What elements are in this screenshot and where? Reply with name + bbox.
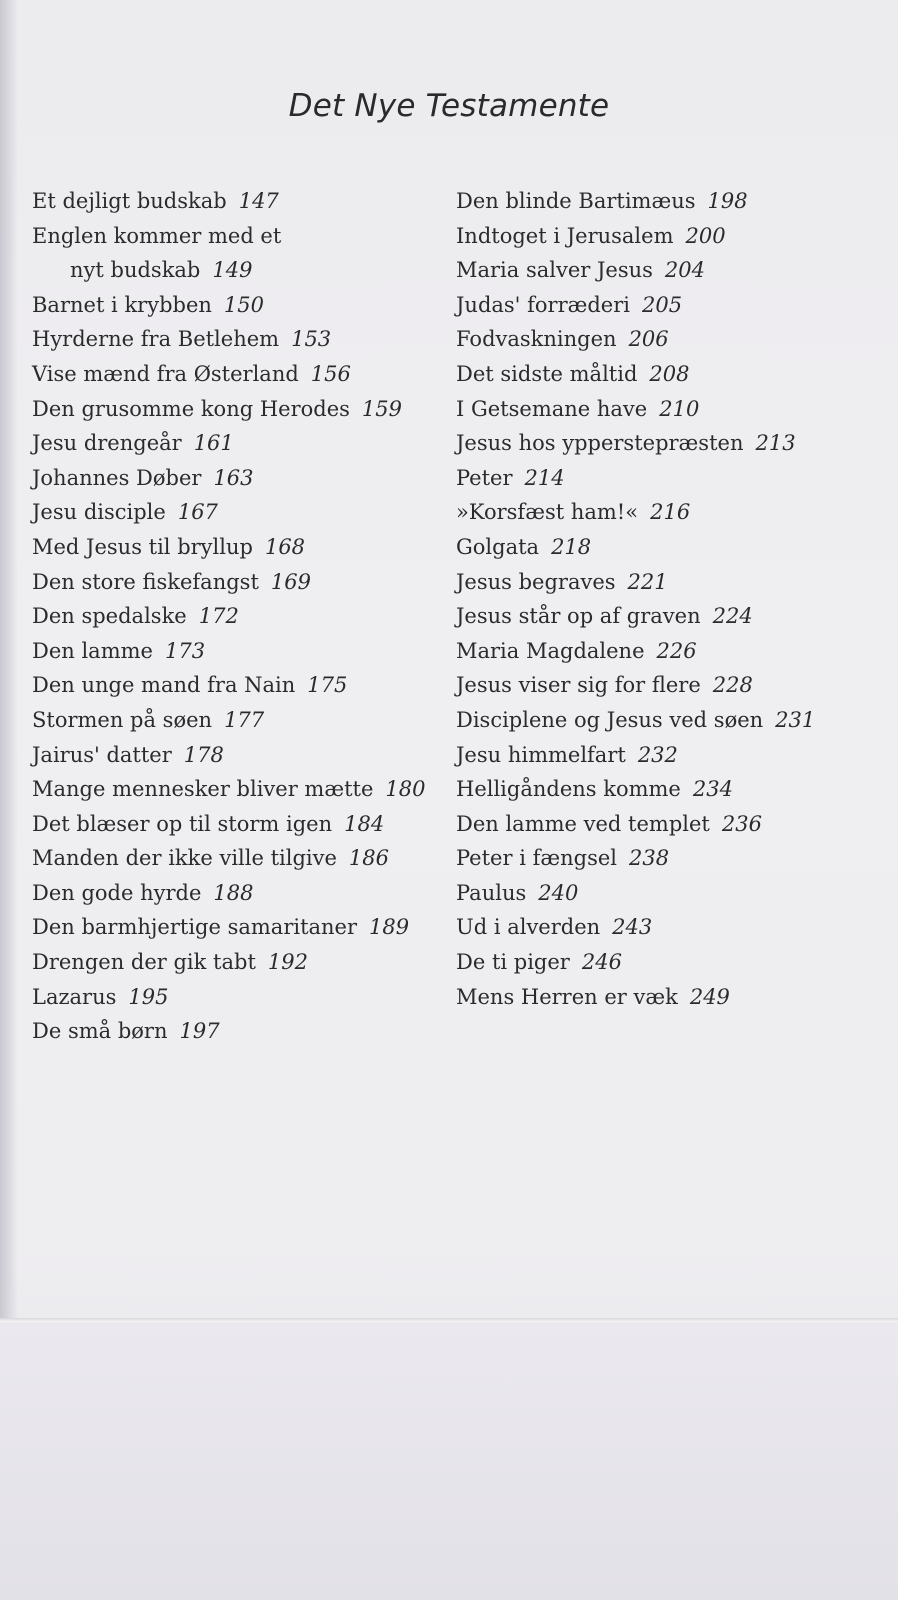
toc-entry <box>456 565 815 600</box>
toc-entry <box>32 461 426 496</box>
toc-entry <box>456 219 815 254</box>
toc-entry-page-number: 153 <box>291 327 332 352</box>
toc-entry-page-number: 232 <box>637 742 678 767</box>
toc-entry-page-number: 214 <box>524 465 565 490</box>
toc-entry <box>32 841 426 876</box>
toc-entry-page-number: 204 <box>664 258 706 283</box>
toc-entry-title: Den lamme ved templet <box>456 811 710 836</box>
book-spine-shadow <box>0 0 18 1330</box>
toc-entry-title: I Getsemane have <box>456 396 648 421</box>
toc-entry-page-number: 180 <box>385 777 426 802</box>
toc-entry-page-number: 216 <box>650 500 691 525</box>
toc-entry-page-number: 238 <box>629 846 670 871</box>
toc-entry <box>456 253 815 288</box>
toc-entry-page-number: 243 <box>612 915 653 940</box>
toc-entry-title: Judas' forræderi <box>456 292 630 317</box>
section-title: Det Nye Testamente <box>288 88 610 124</box>
toc-entry-page-number: 149 <box>212 258 253 283</box>
toc-entry-title: Ud i alverden <box>456 915 601 940</box>
toc-entry-page-number: 208 <box>649 361 690 386</box>
toc-entry-title: Paulus <box>456 880 527 905</box>
toc-entry-title: Den store fiskefangst <box>32 569 259 594</box>
toc-entry <box>456 910 815 945</box>
toc-entry-title: Den unge mand fra Nain <box>32 673 296 698</box>
toc-entry <box>456 772 815 807</box>
toc-entry-title: Vise mænd fra Østerland <box>32 361 299 386</box>
toc-entry-page-number: 161 <box>193 431 234 456</box>
toc-entry-title: Jesu himmelfart <box>456 742 626 767</box>
toc-entry-title: Mens Herren er væk <box>456 984 678 1009</box>
toc-entry <box>32 980 426 1015</box>
toc-entry-title: Peter <box>456 465 513 490</box>
toc-entry-title: Et dejligt budskab <box>32 189 227 213</box>
toc-left-column <box>32 184 426 1049</box>
toc-entry-title: Det sidste måltid <box>456 361 638 386</box>
toc-entry-title: Disciplene og Jesus ved søen <box>456 707 764 732</box>
toc-entry <box>456 980 815 1015</box>
toc-entry-page-number: 177 <box>224 707 265 732</box>
toc-entry-page-number: 186 <box>348 846 390 871</box>
toc-entry-page-number: 213 <box>755 431 796 456</box>
toc-entry-page-number: 197 <box>179 1019 220 1044</box>
toc-entry-page-number: 173 <box>164 638 206 663</box>
toc-entry-title: De ti piger <box>456 950 570 975</box>
toc-entry <box>456 357 815 392</box>
toc-entry-page-number: 169 <box>270 569 311 594</box>
toc-entry <box>456 495 815 530</box>
toc-entry-page-number: 205 <box>642 292 683 317</box>
toc-entry-title: Den gode hyrde <box>32 880 202 905</box>
toc-entry-page-number: 188 <box>213 880 254 905</box>
toc-entry <box>456 668 815 703</box>
toc-entry-title: Jesus står op af graven <box>456 604 701 629</box>
toc-entry-title: Jesus begraves <box>456 569 616 594</box>
toc-entry <box>32 530 426 565</box>
toc-entry-title: Stormen på søen <box>32 707 213 732</box>
toc-entry-page-number: 221 <box>627 569 668 594</box>
toc-entry <box>456 634 815 669</box>
toc-entry-title: Drengen der gik tabt <box>32 950 256 975</box>
toc-entry <box>32 807 426 842</box>
toc-entry-title: Den barmhjertige samaritaner <box>32 915 358 940</box>
toc-entry-continuation <box>32 253 426 288</box>
toc-entry-title: Barnet i krybben <box>32 292 212 317</box>
toc-entry-page-number: 226 <box>656 638 697 663</box>
toc-entry-title: Johannes Døber <box>32 465 202 490</box>
toc-entry-page-number: 198 <box>707 189 748 213</box>
toc-entry <box>32 910 426 945</box>
toc-entry-title: Den lamme <box>32 638 153 663</box>
toc-entry-title: Manden der ikke ville tilgive <box>32 846 337 871</box>
toc-entry-page-number: 147 <box>238 189 279 213</box>
toc-entry-page-number: 246 <box>581 950 622 975</box>
toc-entry <box>456 184 815 219</box>
toc-entry-title: Den blinde Bartimæus <box>456 189 696 213</box>
toc-entry <box>32 495 426 530</box>
toc-entry-title: Jesus hos ypperstepræsten <box>456 431 744 456</box>
toc-entry <box>32 772 426 807</box>
toc-entry <box>456 807 815 842</box>
toc-entry <box>32 322 426 357</box>
toc-entry-title: Med Jesus til bryllup <box>32 534 253 559</box>
toc-entry-title: Maria Magdalene <box>456 638 645 663</box>
toc-entry <box>456 288 815 323</box>
toc-entry <box>456 599 815 634</box>
toc-entry-page-number: 172 <box>198 604 239 629</box>
toc-entry-page-number: 228 <box>712 673 753 698</box>
toc-entry-title: Fodvaskningen <box>456 327 617 352</box>
toc-entry-page-number: 240 <box>538 880 579 905</box>
toc-entry-title: Lazarus <box>32 984 117 1009</box>
toc-entry-page-number: 195 <box>128 984 169 1009</box>
toc-entry-title: Helligåndens komme <box>456 777 681 802</box>
toc-entry-title: Jesu drengeår <box>32 431 182 456</box>
toc-entry <box>32 1014 426 1049</box>
toc-entry-page-number: 200 <box>685 223 726 248</box>
toc-entry-title: Det blæser op til storm igen <box>32 811 333 836</box>
toc-entry-page-number: 159 <box>361 396 402 421</box>
toc-entry <box>32 634 426 669</box>
toc-entry-page-number: 218 <box>551 534 592 559</box>
toc-entry-page-number: 234 <box>692 777 733 802</box>
toc-entry-page-number: 236 <box>721 811 762 836</box>
toc-entry-page-number: 231 <box>775 707 816 732</box>
toc-entry <box>32 703 426 738</box>
toc-entry-continuation-text: nyt budskab <box>70 258 201 283</box>
toc-entry <box>32 288 426 323</box>
toc-entry <box>456 945 815 980</box>
toc-entry <box>32 565 426 600</box>
toc-entry-page-number: 206 <box>628 327 669 352</box>
toc-entry-title: Indtoget i Jerusalem <box>456 223 674 248</box>
toc-entry-title: Jesu disciple <box>32 500 166 525</box>
toc-entry-title: De små børn <box>32 1019 168 1044</box>
toc-right-column <box>456 184 815 1014</box>
toc-entry-page-number: 224 <box>712 604 753 629</box>
toc-entry-title: Englen kommer med et <box>32 223 282 248</box>
toc-entry <box>456 530 815 565</box>
underlying-page <box>0 1324 898 1600</box>
toc-entry <box>456 322 815 357</box>
toc-entry-page-number: 189 <box>369 915 410 940</box>
toc-entry-title: »Korsfæst ham!« <box>456 500 639 525</box>
toc-entry <box>32 392 426 427</box>
toc-entry <box>32 876 426 911</box>
toc-entry <box>456 738 815 773</box>
toc-entry-page-number: 192 <box>267 950 308 975</box>
toc-entry-page-number: 156 <box>310 361 351 386</box>
toc-entry-page-number: 178 <box>183 742 224 767</box>
toc-entry <box>456 841 815 876</box>
toc-entry <box>456 392 815 427</box>
toc-entry-page-number: 184 <box>344 811 385 836</box>
toc-entry <box>32 599 426 634</box>
toc-entry-page-number: 249 <box>689 984 730 1009</box>
toc-entry-page-number: 167 <box>177 500 218 525</box>
toc-entry <box>32 738 426 773</box>
toc-entry-title: Hyrderne fra Betlehem <box>32 327 280 352</box>
toc-entry <box>456 461 815 496</box>
toc-entry-page-number: 168 <box>264 534 306 559</box>
toc-entry-title: Peter i fængsel <box>456 846 617 871</box>
toc-entry <box>32 945 426 980</box>
toc-entry <box>32 426 426 461</box>
toc-entry-title: Den spedalske <box>32 604 187 629</box>
toc-entry <box>32 219 426 288</box>
toc-entry-page-number: 150 <box>223 292 265 317</box>
toc-entry-title: Golgata <box>456 534 540 559</box>
toc-entry-title: Maria salver Jesus <box>456 258 653 283</box>
toc-entry <box>32 357 426 392</box>
toc-entry-title: Den grusomme kong Herodes <box>32 396 350 421</box>
toc-entry-page-number: 210 <box>659 396 700 421</box>
toc-entry <box>456 426 815 461</box>
toc-entry <box>32 184 426 219</box>
toc-entry-page-number: 175 <box>307 673 348 698</box>
toc-entry <box>32 668 426 703</box>
toc-entry-title: Jairus' datter <box>32 742 172 767</box>
toc-entry <box>456 703 815 738</box>
toc-entry-title: Mange mennesker bliver mætte <box>32 777 374 802</box>
toc-entry <box>456 876 815 911</box>
toc-entry-title: Jesus viser sig for flere <box>456 673 701 698</box>
toc-entry-page-number: 163 <box>213 465 254 490</box>
